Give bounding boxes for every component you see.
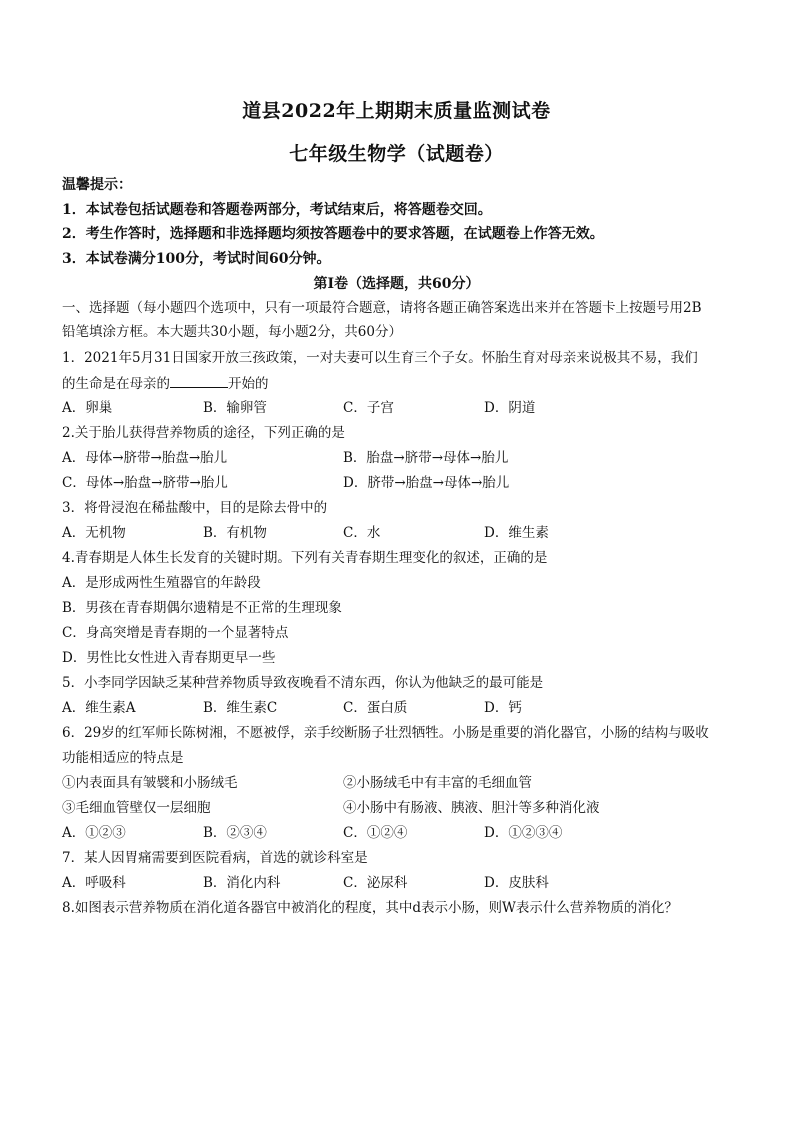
question-1-stem-cont: [62, 374, 269, 393]
exam-subtitle: 七年级生物学（试题卷）: [289, 143, 504, 165]
option-b: B．男孩在青春期偶尔遗精是不正常的生理现象: [62, 600, 342, 616]
option-d: D．①②③④: [484, 825, 563, 841]
option-d: D．阴道: [484, 400, 536, 416]
answer-blank: [170, 374, 228, 388]
question-3-stem: 3．将骨浸泡在稀盐酸中，目的是除去骨中的: [62, 500, 328, 516]
statement-3: ③毛细血管壁仅一层细胞: [62, 800, 211, 816]
option-b: B．输卵管: [203, 400, 267, 416]
option-a: A．母体→脐带→胎盘→胎儿: [62, 450, 228, 466]
question-2-stem: 2.关于胎儿获得营养物质的途径，下列正确的是: [62, 425, 345, 441]
option-c: C．蛋白质: [343, 700, 408, 716]
option-a: A．卵巢: [62, 400, 113, 416]
tips-heading: 温馨提示：: [62, 177, 132, 193]
option-a: A．①②③: [62, 825, 126, 841]
statement-4: ④小肠中有肠液、胰液、胆汁等多种消化液: [343, 800, 600, 816]
option-b: B．有机物: [203, 525, 267, 541]
section-intro: 铅笔填涂方框。本大题共30小题，每小题2分，共60分）: [62, 324, 402, 340]
tip-item: 3．本试卷满分100分，考试时间60分钟。: [62, 251, 331, 267]
option-c: C．泌尿科: [343, 875, 408, 891]
option-a: A．维生素A: [62, 700, 136, 716]
option-a: A．无机物: [62, 525, 126, 541]
question-7-stem: 7．某人因胃痛需要到医院看病，首选的就诊科室是: [62, 850, 368, 866]
option-d: D．男性比女性进入青春期更早一些: [62, 650, 276, 666]
option-c: C．水: [343, 525, 381, 541]
option-c: C．子宫: [343, 400, 394, 416]
section-heading: 第Ⅰ卷（选择题，共60分）: [313, 276, 480, 292]
option-c: C．①②④: [343, 825, 408, 841]
question-5-stem: 5．小李同学因缺乏某种营养物质导致夜晚看不清东西，你认为他缺乏的最可能是: [62, 675, 544, 691]
statement-2: ②小肠绒毛中有丰富的毛细血管: [343, 775, 532, 791]
option-d: D．脐带→胎盘→母体→胎儿: [343, 475, 510, 491]
option-b: B．②③④: [203, 825, 267, 841]
question-1-text: 的生命是在母亲的: [62, 376, 170, 392]
tip-item: 1．本试卷包括试题卷和答题卷两部分，考试结束后，将答题卷交回。: [62, 202, 492, 218]
option-d: D．维生素: [484, 525, 549, 541]
question-1-stem: 1．2021年5月31日国家开放三孩政策，一对夫妻可以生育三个子女。怀胎生育对母亲来说极其不易，我们: [62, 350, 698, 366]
question-6-stem: 6．29岁的红军师长陈树湘，不愿被俘，亲手绞断肠子壮烈牺牲。小肠是重要的消化器官，小肠的结构与吸收: [62, 725, 709, 741]
option-b: B．维生素C: [203, 700, 278, 716]
section-intro: 一、选择题（每小题四个选项中，只有一项最符合题意，请将各题正确答案选出来并在答题卡上按题号用2B: [62, 300, 702, 316]
option-a: A．呼吸科: [62, 875, 126, 891]
option-b: B．胎盘→脐带→母体→胎儿: [343, 450, 509, 466]
option-c: C．母体→胎盘→脐带→胎儿: [62, 475, 228, 491]
option-d: D．皮肤科: [484, 875, 549, 891]
option-d: D．钙: [484, 700, 522, 716]
question-1-text: 开始的: [228, 376, 269, 392]
option-c: C．身高突增是青春期的一个显著特点: [62, 625, 289, 641]
question-8-stem: 8.如图表示营养物质在消化道各器官中被消化的程度，其中d表示小肠，则W表示什么营养物质的消化？: [62, 900, 678, 916]
tip-item: 2．考生作答时，选择题和非选择题均须按答题卷中的要求答题，在试题卷上作答无效。: [62, 226, 604, 242]
option-a: A．是形成两性生殖器官的年龄段: [62, 575, 261, 591]
option-b: B．消化内科: [203, 875, 281, 891]
question-4-stem: 4.青春期是人体生长发育的关键时期。下列有关青春期生理变化的叙述，正确的是: [62, 550, 548, 566]
question-6-stem-cont: 功能相适应的特点是: [62, 750, 184, 766]
exam-title: 道县2022年上期期末质量监测试卷: [242, 100, 551, 122]
statement-1: ①内表面具有皱襞和小肠绒毛: [62, 775, 238, 791]
